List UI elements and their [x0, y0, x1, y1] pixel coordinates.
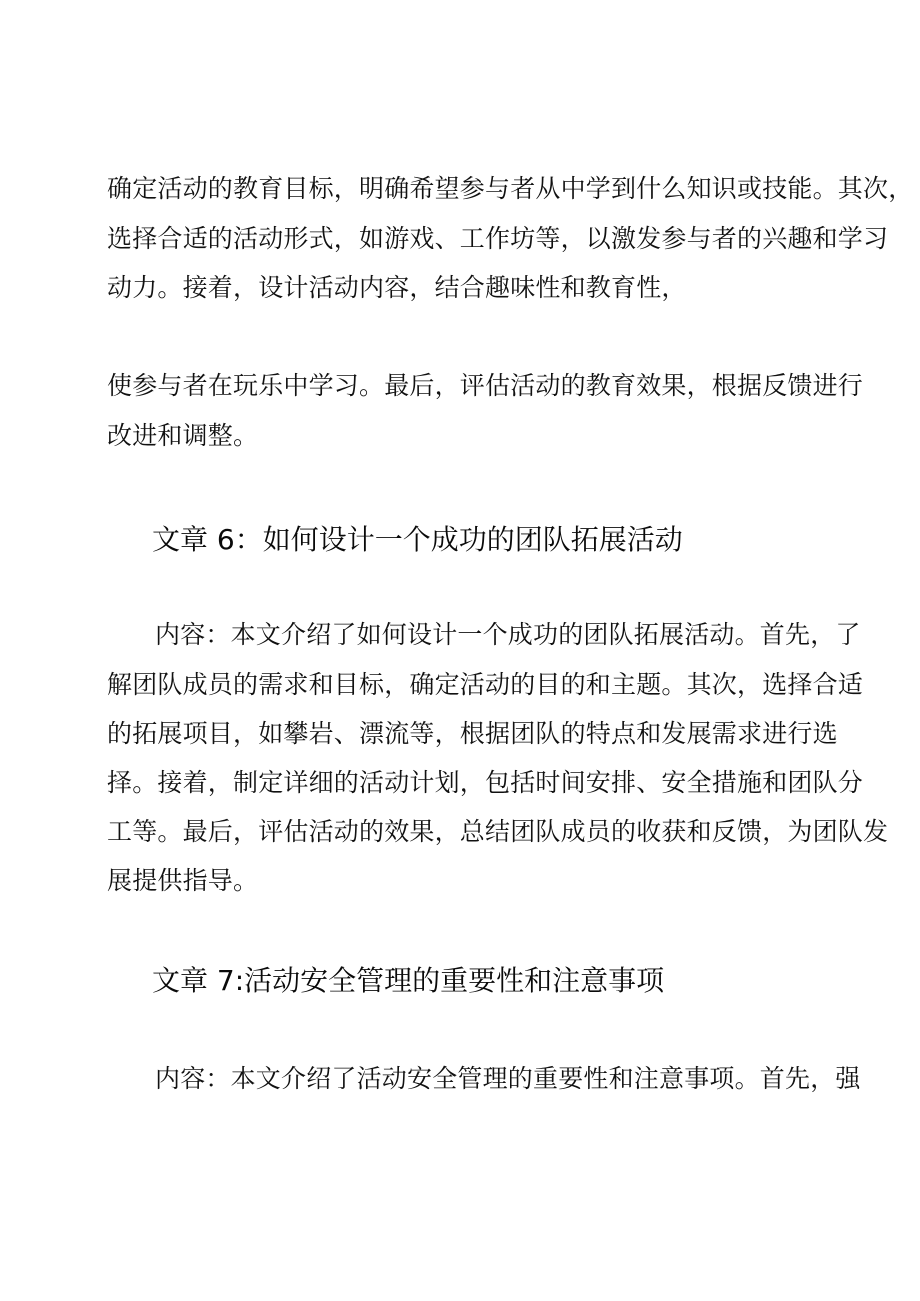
- article-6-line: 内容：本文介绍了如何设计一个成功的团队拓展活动。首先，了: [155, 620, 861, 649]
- article-6-line: 展提供指导。: [107, 866, 259, 895]
- paragraph-line: 改进和调整。: [107, 421, 259, 450]
- paragraph-line: 确定活动的教育目标，明确希望参与者从中学到什么知识或技能。其次，: [107, 174, 914, 203]
- article-7-line: 内容：本文介绍了活动安全管理的重要性和注意事项。首先，强: [155, 1064, 861, 1093]
- paragraph-line: 使参与者在玩乐中学习。最后，评估活动的教育效果，根据反馈进行: [107, 371, 864, 400]
- article-6-title: 文章 6：如何设计一个成功的团队拓展活动: [152, 523, 683, 556]
- article-6-line: 工等。最后，评估活动的效果，总结团队成员的收获和反馈，为团队发: [107, 817, 889, 846]
- paragraph-line: 动力。接着，设计活动内容，结合趣味性和教育性，: [107, 273, 687, 302]
- paragraph-line: 选择合适的活动形式，如游戏、工作坊等，以激发参与者的兴趣和学习: [107, 224, 889, 253]
- article-6-line: 解团队成员的需求和目标，确定活动的目的和主题。其次，选择合适: [107, 670, 864, 699]
- article-7-title: 文章 7:活动安全管理的重要性和注意事项: [152, 964, 665, 997]
- article-6-line: 择。接着，制定详细的活动计划，包括时间安排、安全措施和团队分: [107, 768, 864, 797]
- article-6-line: 的拓展项目，如攀岩、漂流等，根据团队的特点和发展需求进行选: [107, 719, 838, 748]
